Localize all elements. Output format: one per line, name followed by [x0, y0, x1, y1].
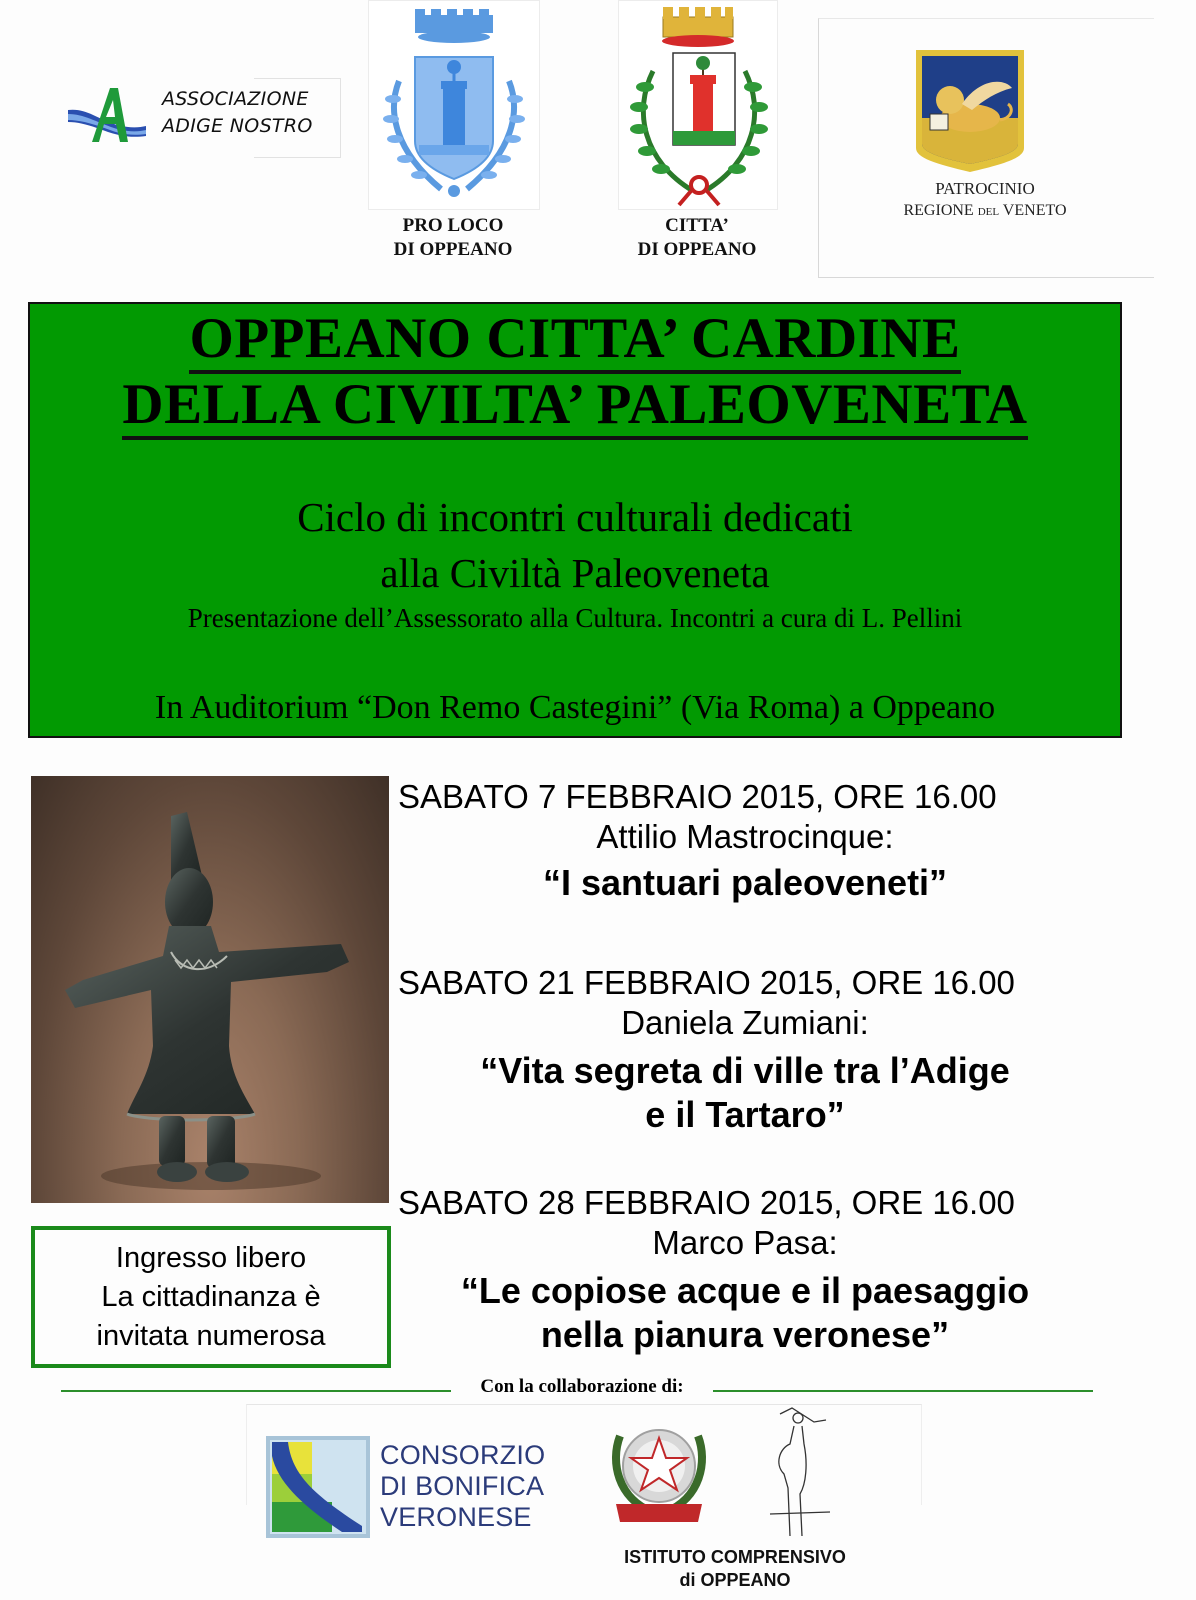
free-entry-line2: La cittadinanza è — [101, 1281, 321, 1313]
free-entry-line3: invitata numerosa — [96, 1320, 326, 1352]
free-entry-line1: Ingresso libero — [115, 1242, 307, 1274]
pro-loco-coat-of-arms — [368, 0, 540, 210]
event-speaker: Marco Pasa: — [652, 1224, 838, 1261]
divider-right — [713, 1390, 1093, 1392]
citta-line2: DI OPPEANO — [637, 239, 757, 260]
banner-subtitle-line1: Ciclo di incontri culturali dedicati — [297, 494, 853, 540]
free-entry-box — [31, 1226, 391, 1368]
pro-loco-coat-of-arms-icon — [369, 1, 539, 209]
pro-loco-line1: PRO LOCO — [402, 215, 504, 236]
event-date: SABATO 21 FEBBRAIO 2015, ORE 16.00 — [398, 964, 1015, 1001]
citta-line1: CITTA’ — [665, 215, 729, 236]
banner-title-line1: OPPEANO CITTA’ CARDINE — [30, 308, 1120, 370]
istituto-comprensivo-name — [612, 1546, 858, 1592]
consorzio-bonifica-logo-icon — [266, 1436, 370, 1538]
patrocinio-text: PATROCINIO — [935, 179, 1035, 198]
collaboration-label: Con la collaborazione di: — [480, 1376, 684, 1397]
event-topic: “I santuari paleoveneti” — [542, 862, 948, 903]
association-name — [162, 86, 313, 140]
regione-veneto-text: REGIONE DEL VENETO — [903, 202, 1067, 219]
banner-title-line2: DELLA CIVILTA’ PALEOVENETA — [30, 374, 1120, 436]
event-topic-line1: “Le copiose acque e il paesaggio — [460, 1270, 1030, 1311]
event-topic-line2: nella pianura veronese” — [540, 1314, 950, 1355]
child-lifted-drawing-icon — [750, 1404, 850, 1546]
pro-loco-line2: DI OPPEANO — [393, 239, 513, 260]
event-topic-line1: “Vita segreta di ville tra l’Adige — [480, 1050, 1010, 1091]
istituto-line2: di OPPEANO — [679, 1570, 791, 1590]
event-date: SABATO 28 FEBBRAIO 2015, ORE 16.00 — [398, 1184, 1015, 1221]
title-banner — [28, 302, 1122, 738]
banner-venue: In Auditorium “Don Remo Castegini” (Via Roma) a Oppeano — [154, 689, 996, 726]
banner-subtitle-line2: alla Civiltà Paleoveneta — [380, 550, 770, 596]
consorzio-line1: CONSORZIO — [380, 1440, 546, 1470]
association-line2: ADIGE NOSTRO — [162, 115, 313, 137]
divider-left — [61, 1390, 451, 1392]
citta-oppeano-coat-of-arms-icon — [619, 1, 777, 209]
bronze-figurine-photo — [31, 776, 389, 1203]
event-date: SABATO 7 FEBBRAIO 2015, ORE 16.00 — [398, 778, 997, 815]
lion-of-saint-mark-shield-icon — [914, 48, 1026, 174]
pro-loco-label — [360, 214, 546, 262]
citta-oppeano-label — [606, 214, 788, 262]
citta-oppeano-coat-of-arms — [618, 0, 778, 210]
consorzio-bonifica-name — [380, 1440, 545, 1533]
istituto-line1: ISTITUTO COMPRENSIVO — [624, 1547, 846, 1567]
regione-veneto-label — [860, 178, 1110, 223]
paleoveneto-figurine-icon — [31, 776, 389, 1203]
event-speaker: Attilio Mastrocinque: — [596, 818, 894, 855]
consorzio-line2: DI BONIFICA — [380, 1471, 545, 1501]
adige-nostro-a-logo-icon — [66, 84, 148, 148]
association-line1: ASSOCIAZIONE — [162, 88, 309, 110]
event-topic-line2: e il Tartaro” — [645, 1094, 845, 1135]
adige-nostro-association-logo — [66, 78, 340, 158]
event-speaker: Daniela Zumiani: — [621, 1004, 869, 1041]
consorzio-line3: VERONESE — [380, 1502, 532, 1532]
banner-presentation: Presentazione dell’Assessorato alla Cultura. Incontri a cura di L. Pellini — [187, 603, 963, 633]
repubblica-italiana-emblem-icon — [606, 1412, 712, 1536]
